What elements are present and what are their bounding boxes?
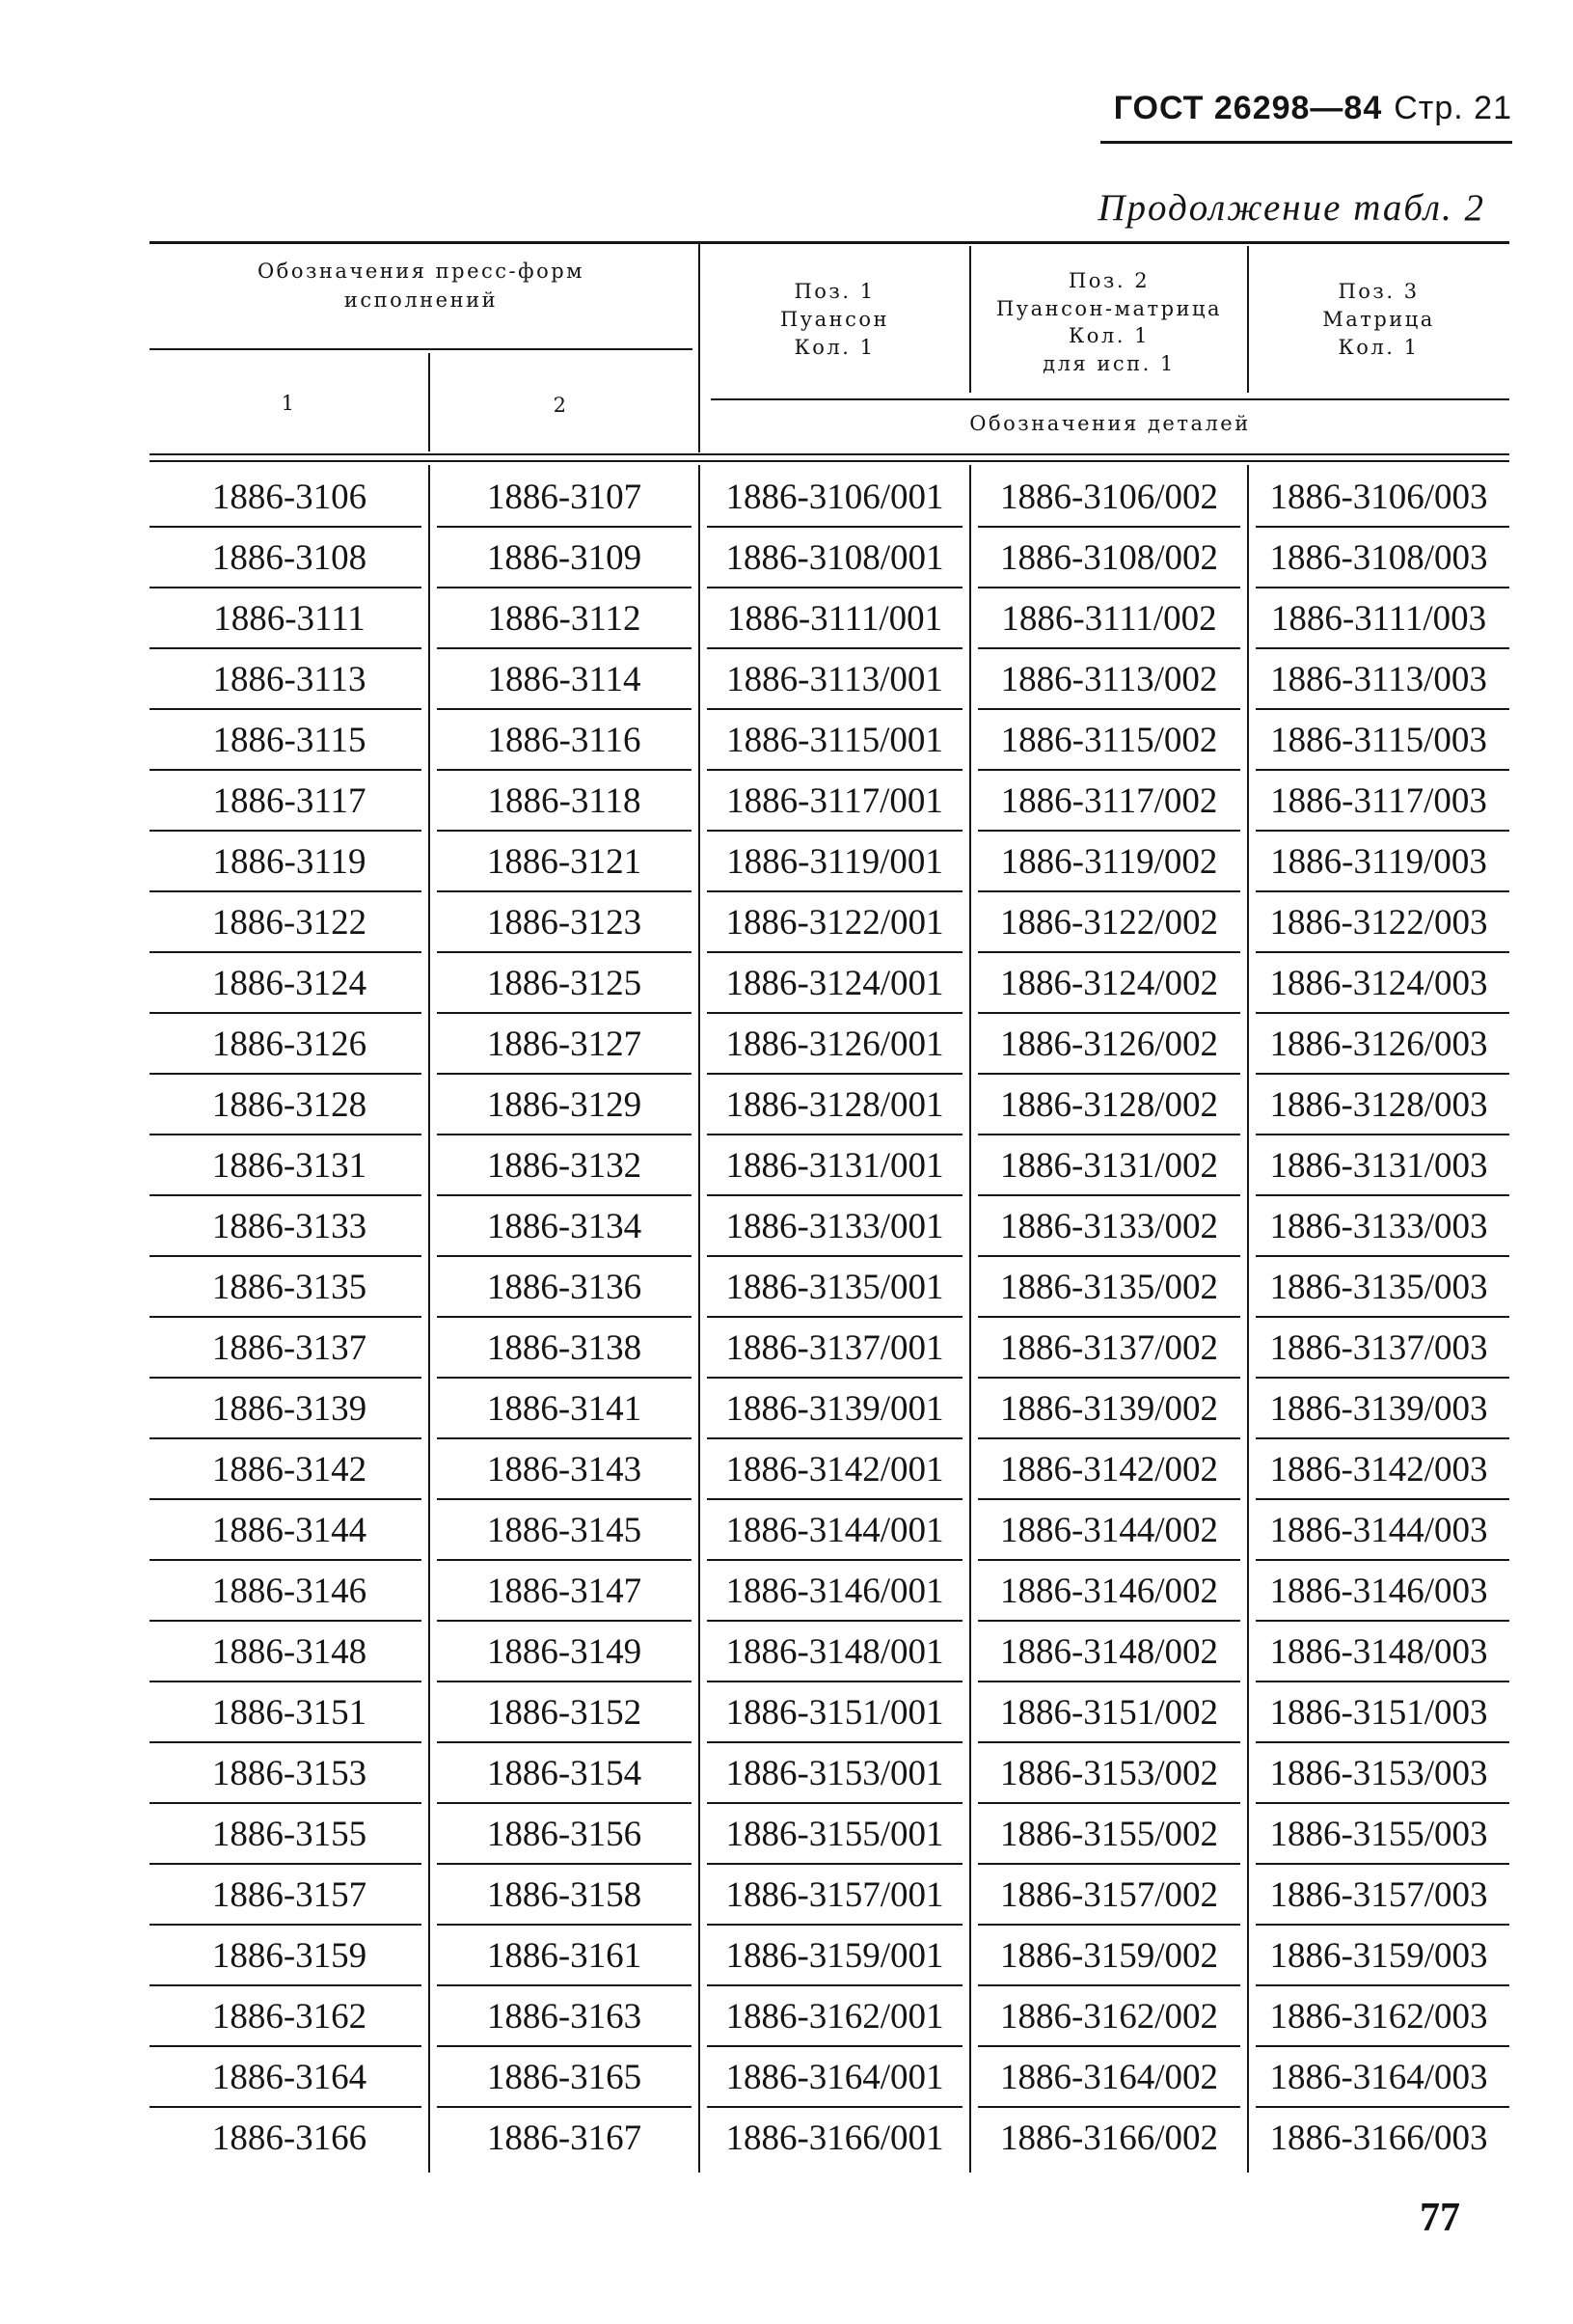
cell-die: 1886-3146/003 [1248,1561,1509,1622]
cell-mold-variant-2: 1886-3149 [429,1622,699,1682]
cell-mold-variant-1: 1886-3159 [149,1926,429,1986]
cell-mold-variant-1: 1886-3151 [149,1682,429,1743]
cell-punch-die: 1886-3131/002 [970,1135,1248,1196]
cell-mold-variant-1: 1886-3146 [149,1561,429,1622]
cell-mold-variant-2: 1886-3107 [429,467,699,528]
cell-punch: 1886-3151/001 [699,1682,970,1743]
cell-mold-variant-1: 1886-3115 [149,710,429,771]
cell-die: 1886-3155/003 [1248,1804,1509,1865]
header-double-rule-top [149,453,1509,455]
cell-punch: 1886-3126/001 [699,1014,970,1075]
cell-punch-die: 1886-3159/002 [970,1926,1248,1986]
cell-mold-variant-1: 1886-3164 [149,2047,429,2108]
mold-designations-line2: исполнений [343,288,499,312]
cell-mold-variant-2: 1886-3123 [429,892,699,953]
cell-punch: 1886-3162/001 [699,1986,970,2047]
cell-mold-variant-2: 1886-3125 [429,953,699,1014]
pos1-part-name: Пуансон [779,308,890,331]
cell-die: 1886-3126/003 [1248,1014,1509,1075]
cell-mold-variant-2: 1886-3145 [429,1500,699,1561]
cell-punch-die: 1886-3142/002 [970,1439,1248,1500]
body-divider-col4-col5 [1247,465,1249,2173]
cell-mold-variant-1: 1886-3128 [149,1075,429,1135]
pos1-number: Поз. 1 [794,280,876,303]
cell-mold-variant-1: 1886-3153 [149,1743,429,1804]
cell-die: 1886-3113/003 [1248,649,1509,710]
group-sub-rule [149,348,692,350]
table-row [149,467,1509,528]
cell-mold-variant-2: 1886-3156 [429,1804,699,1865]
pos2-header [970,267,1248,377]
table-continuation-caption: Продолжение табл. 2 [1098,187,1485,229]
cell-mold-variant-2: 1886-3152 [429,1682,699,1743]
header-underline [1100,141,1512,144]
cell-punch-die: 1886-3146/002 [970,1561,1248,1622]
cell-mold-variant-1: 1886-3148 [149,1622,429,1682]
cell-punch-die: 1886-3124/002 [970,953,1248,1014]
variant-2-header: 2 [553,394,569,417]
cell-punch-die: 1886-3137/002 [970,1318,1248,1379]
cell-die: 1886-3164/003 [1248,2047,1509,2108]
cell-mold-variant-2: 1886-3161 [429,1926,699,1986]
table-row [149,1743,1509,1804]
table-row [149,649,1509,710]
cell-die: 1886-3159/003 [1248,1926,1509,1986]
cell-punch: 1886-3128/001 [699,1075,970,1135]
cell-mold-variant-1: 1886-3126 [149,1014,429,1075]
table-row [149,1257,1509,1318]
cell-die: 1886-3139/003 [1248,1379,1509,1439]
cell-punch-die: 1886-3135/002 [970,1257,1248,1318]
cell-mold-variant-1: 1886-3106 [149,467,429,528]
table-row [149,1196,1509,1257]
cell-mold-variant-2: 1886-3163 [429,1986,699,2047]
cell-mold-variant-2: 1886-3118 [429,771,699,832]
cell-punch: 1886-3108/001 [699,528,970,588]
cell-punch: 1886-3111/001 [699,588,970,649]
cell-punch: 1886-3146/001 [699,1561,970,1622]
table-row [149,1561,1509,1622]
table-row [149,1682,1509,1743]
cell-mold-variant-1: 1886-3144 [149,1500,429,1561]
cell-punch-die: 1886-3151/002 [970,1682,1248,1743]
cell-punch: 1886-3122/001 [699,892,970,953]
cell-punch-die: 1886-3166/002 [999,2119,1219,2158]
cell-mold-variant-2: 1886-3167 [486,2119,642,2158]
cell-mold-variant-2: 1886-3114 [429,649,699,710]
table-row [149,1014,1509,1075]
cell-mold-variant-1: 1886-3135 [149,1257,429,1318]
cell-punch-die: 1886-3144/002 [970,1500,1248,1561]
running-header [1114,89,1512,127]
variant-1-header: 1 [281,392,297,415]
cell-punch: 1886-3117/001 [699,771,970,832]
table-row [149,588,1509,649]
cell-mold-variant-2: 1886-3143 [429,1439,699,1500]
cell-punch: 1886-3164/001 [699,2047,970,2108]
cell-mold-variant-2: 1886-3147 [429,1561,699,1622]
cell-mold-variant-1: 1886-3155 [149,1804,429,1865]
cell-punch-die: 1886-3113/002 [970,649,1248,710]
cell-mold-variant-2: 1886-3109 [429,528,699,588]
cell-punch-die: 1886-3153/002 [970,1743,1248,1804]
pos2-quantity: Кол. 1 [1069,324,1150,347]
cell-punch-die: 1886-3115/002 [970,710,1248,771]
cell-punch-die: 1886-3106/002 [970,467,1248,528]
pos1-header [699,278,970,362]
cell-mold-variant-1: 1886-3122 [149,892,429,953]
table-row [149,528,1509,588]
cell-die: 1886-3157/003 [1248,1865,1509,1926]
table-row [149,2108,1509,2169]
body-divider-col2-col3 [698,465,700,2173]
cell-mold-variant-1: 1886-3124 [149,953,429,1014]
table-row [149,1135,1509,1196]
pos3-number: Поз. 3 [1338,280,1420,303]
cell-die: 1886-3111/003 [1248,588,1509,649]
cell-punch: 1886-3155/001 [699,1804,970,1865]
table-row [149,1075,1509,1135]
page-label: Стр. 21 [1394,90,1512,126]
cell-punch: 1886-3135/001 [699,1257,970,1318]
cell-mold-variant-2: 1886-3127 [429,1014,699,1075]
body-divider-col3-col4 [969,465,971,2173]
table-row [149,1622,1509,1682]
cell-punch-die: 1886-3126/002 [970,1014,1248,1075]
cell-die: 1886-3153/003 [1248,1743,1509,1804]
table-row [149,710,1509,771]
table-row [149,953,1509,1014]
cell-mold-variant-1: 1886-3162 [149,1986,429,2047]
pos2-number: Поз. 2 [1068,269,1151,292]
pos3-quantity: Кол. 1 [1338,336,1420,359]
page-number: 77 [1420,2196,1460,2240]
cell-die: 1886-3151/003 [1248,1682,1509,1743]
cell-punch-die: 1886-3117/002 [970,771,1248,832]
cell-punch: 1886-3153/001 [699,1743,970,1804]
table-row [149,1318,1509,1379]
table-row [149,1865,1509,1926]
cell-die: 1886-3148/003 [1248,1622,1509,1682]
cell-die: 1886-3131/003 [1248,1135,1509,1196]
cell-die: 1886-3119/003 [1248,832,1509,892]
cell-punch-die: 1886-3162/002 [970,1986,1248,2047]
cell-punch-die: 1886-3108/002 [970,528,1248,588]
table-row [149,892,1509,953]
pos3-part-name: Матрица [1322,308,1435,331]
mold-designations-line1: Обозначения пресс-форм [257,260,585,283]
table-row [149,1379,1509,1439]
cell-punch-die: 1886-3139/002 [970,1379,1248,1439]
cell-mold-variant-2: 1886-3141 [429,1379,699,1439]
cell-mold-variant-1: 1886-3133 [149,1196,429,1257]
cell-punch: 1886-3142/001 [699,1439,970,1500]
cell-die: 1886-3108/003 [1248,528,1509,588]
table-top-rule [149,241,1509,244]
cell-mold-variant-1: 1886-3139 [149,1379,429,1439]
cell-punch: 1886-3106/001 [699,467,970,528]
cell-mold-variant-2: 1886-3136 [429,1257,699,1318]
cell-die: 1886-3115/003 [1248,710,1509,771]
cell-punch-die: 1886-3157/002 [970,1865,1248,1926]
cell-punch-die: 1886-3119/002 [970,832,1248,892]
cell-punch: 1886-3119/001 [699,832,970,892]
pos3-header [1248,278,1509,362]
cell-mold-variant-1: 1886-3117 [149,771,429,832]
cell-mold-variant-1: 1886-3111 [149,588,429,649]
cell-punch-die: 1886-3148/002 [970,1622,1248,1682]
table-row [149,2047,1509,2108]
part-designations-header: Обозначения деталей [969,412,1251,435]
cell-die: 1886-3128/003 [1248,1075,1509,1135]
cell-punch-die: 1886-3128/002 [970,1075,1248,1135]
table-row [149,1804,1509,1865]
cell-punch: 1886-3144/001 [699,1500,970,1561]
cell-die: 1886-3166/003 [1269,2119,1488,2158]
cell-mold-variant-2: 1886-3138 [429,1318,699,1379]
cell-mold-variant-1: 1886-3142 [149,1439,429,1500]
cell-die: 1886-3122/003 [1248,892,1509,953]
cell-punch: 1886-3133/001 [699,1196,970,1257]
cell-die: 1886-3117/003 [1248,771,1509,832]
cell-mold-variant-1: 1886-3119 [149,832,429,892]
table-row [149,1439,1509,1500]
table-body [149,467,1509,2169]
cell-die: 1886-3142/003 [1248,1439,1509,1500]
cell-punch: 1886-3159/001 [699,1926,970,1986]
cell-die: 1886-3162/003 [1248,1986,1509,2047]
body-divider-col1-col2 [428,465,430,2173]
cell-punch-die: 1886-3111/002 [970,588,1248,649]
cell-die: 1886-3106/003 [1248,467,1509,528]
pos2-part-name: Пуансон-матрица [995,296,1223,320]
table-row [149,1986,1509,2047]
cell-mold-variant-2: 1886-3158 [429,1865,699,1926]
details-rule [711,398,1509,400]
table-row [149,771,1509,832]
table-row [149,1500,1509,1561]
pos1-quantity: Кол. 1 [794,336,876,359]
cell-mold-variant-1: 1886-3137 [149,1318,429,1379]
cell-die: 1886-3124/003 [1248,953,1509,1014]
cell-mold-variant-2: 1886-3121 [429,832,699,892]
cell-mold-variant-2: 1886-3112 [429,588,699,649]
cell-mold-variant-1: 1886-3157 [149,1865,429,1926]
cell-die: 1886-3135/003 [1248,1257,1509,1318]
cell-die: 1886-3137/003 [1248,1318,1509,1379]
cell-punch-die: 1886-3133/002 [970,1196,1248,1257]
cell-mold-variant-2: 1886-3154 [429,1743,699,1804]
cell-mold-variant-2: 1886-3132 [429,1135,699,1196]
header-double-rule-bottom [149,460,1509,462]
cell-mold-variant-1: 1886-3108 [149,528,429,588]
cell-punch: 1886-3115/001 [699,710,970,771]
table-row [149,1926,1509,1986]
cell-die: 1886-3144/003 [1248,1500,1509,1561]
cell-punch: 1886-3166/001 [725,2119,944,2158]
cell-punch-die: 1886-3164/002 [970,2047,1248,2108]
cell-mold-variant-2: 1886-3129 [429,1075,699,1135]
cell-punch: 1886-3124/001 [699,953,970,1014]
mold-designations-header [149,257,692,314]
standard-code: ГОСТ 26298—84 [1113,90,1383,126]
cell-die: 1886-3133/003 [1248,1196,1509,1257]
cell-mold-variant-1: 1886-3131 [149,1135,429,1196]
cell-punch: 1886-3113/001 [699,649,970,710]
cell-mold-variant-2: 1886-3116 [429,710,699,771]
cell-mold-variant-1: 1886-3113 [149,649,429,710]
cell-punch: 1886-3148/001 [699,1622,970,1682]
cell-punch: 1886-3157/001 [699,1865,970,1926]
cell-mold-variant-2: 1886-3134 [429,1196,699,1257]
table-row [149,832,1509,892]
cell-punch: 1886-3131/001 [699,1135,970,1196]
cell-punch: 1886-3137/001 [699,1318,970,1379]
cell-punch-die: 1886-3122/002 [970,892,1248,953]
pos2-note: для исп. 1 [1043,351,1176,375]
cell-mold-variant-2: 1886-3165 [429,2047,699,2108]
cell-punch-die: 1886-3155/002 [970,1804,1248,1865]
cell-punch: 1886-3139/001 [699,1379,970,1439]
cell-mold-variant-1: 1886-3166 [211,2119,367,2158]
